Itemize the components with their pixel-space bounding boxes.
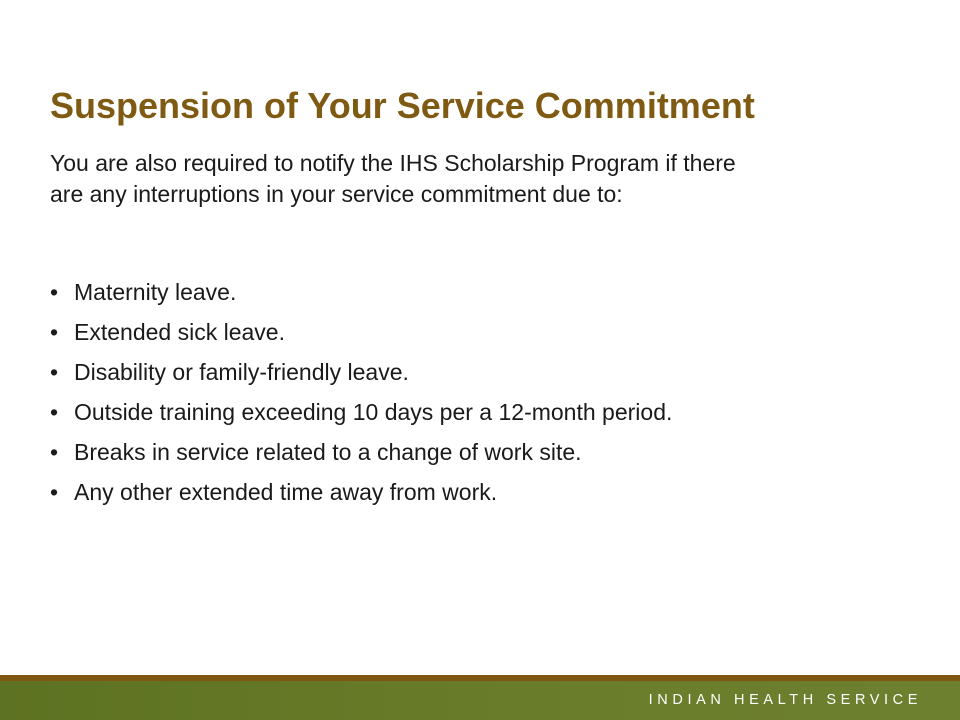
list-item xyxy=(50,312,672,352)
list-item-text: Extended sick leave. xyxy=(74,319,285,345)
slide-title: Suspension of Your Service Commitment xyxy=(50,85,755,126)
footer-brand-text: INDIAN HEALTH SERVICE xyxy=(648,692,922,708)
list-item-text: Outside training exceeding 10 days per a 12-month period. xyxy=(74,399,673,425)
intro-paragraph: You are also required to notify the IHS Scholarship Program if there are any interruptions in your service commitment due to: xyxy=(50,150,736,207)
list-item-text: Maternity leave. xyxy=(74,279,237,305)
bullet-marker: • xyxy=(50,279,59,305)
list-item xyxy=(50,352,672,392)
footer-bar xyxy=(0,681,960,720)
list-item-text: Any other extended time away from work. xyxy=(74,479,498,505)
list-item-text: Breaks in service related to a change of work site. xyxy=(74,439,582,465)
bullet-marker: • xyxy=(50,399,59,425)
list-item xyxy=(50,392,672,432)
bullet-list xyxy=(50,272,672,512)
list-item-text: Disability or family-friendly leave. xyxy=(74,359,409,385)
list-item xyxy=(50,432,672,472)
bullet-marker: • xyxy=(50,319,59,345)
bullet-marker: • xyxy=(50,479,59,505)
list-item xyxy=(50,272,672,312)
bullet-marker: • xyxy=(50,439,59,465)
bullet-marker: • xyxy=(50,359,59,385)
list-item xyxy=(50,472,672,512)
